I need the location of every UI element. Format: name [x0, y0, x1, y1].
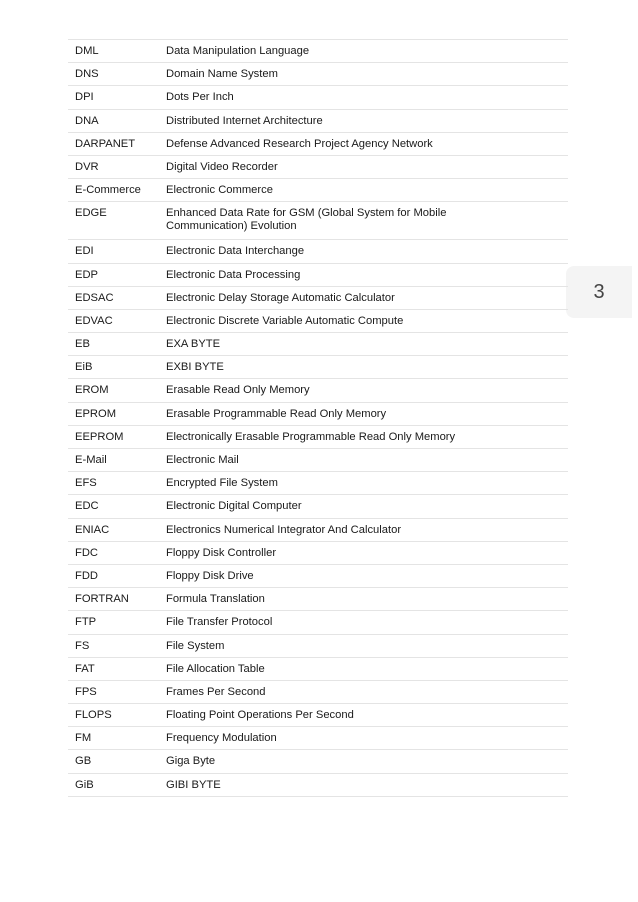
definition-cell: Electronic Digital Computer: [166, 500, 302, 513]
abbreviation-cell: EDP: [75, 268, 99, 281]
abbreviation-cell: EDVAC: [75, 314, 113, 327]
definition-cell: Floppy Disk Controller: [166, 546, 277, 559]
table-row: [68, 727, 568, 750]
definition-cell: Erasable Read Only Memory: [166, 384, 310, 397]
table-row: [68, 565, 568, 588]
abbreviation-cell: EDC: [75, 500, 99, 513]
abbreviation-cell: EROM: [75, 384, 109, 397]
abbreviation-cell: FTP: [75, 616, 97, 629]
table-row: [68, 495, 568, 518]
table-row: [68, 472, 568, 495]
table-row: [68, 63, 568, 86]
abbreviation-cell: EPROM: [75, 407, 117, 420]
page-number-tab: [566, 266, 632, 318]
definition-cell: Frequency Modulation: [166, 732, 277, 745]
abbreviation-cell: ENIAC: [75, 523, 110, 536]
definition-cell: Defense Advanced Research Project Agency Network: [166, 137, 433, 150]
abbreviation-cell: EiB: [75, 361, 93, 374]
table-row: [68, 611, 568, 634]
table-row: [68, 426, 568, 449]
table-row: [68, 681, 568, 704]
definition-cell: File Transfer Protocol: [166, 616, 273, 629]
table-row: [68, 379, 568, 402]
abbreviation-cell: DPI: [75, 91, 94, 104]
definition-cell: Electronics Numerical Integrator And Calculator: [166, 523, 402, 536]
abbreviation-cell: DML: [75, 45, 99, 57]
table-row: [68, 635, 568, 658]
abbreviation-cell: DNA: [75, 114, 99, 127]
table-row: [68, 110, 568, 133]
definition-cell: Erasable Programmable Read Only Memory: [166, 407, 387, 420]
abbreviation-table: [68, 39, 568, 797]
definition-cell: Electronic Data Processing: [166, 268, 301, 281]
table-row: [68, 658, 568, 681]
table-row: [68, 704, 568, 727]
page-number: 3: [593, 280, 605, 303]
table-row: [68, 750, 568, 773]
table-row: [68, 519, 568, 542]
table-row: [68, 40, 568, 63]
table-row: [68, 156, 568, 179]
abbreviation-cell: EDI: [75, 245, 94, 258]
definition-cell: Electronic Data Interchange: [166, 245, 305, 258]
definition-cell: Distributed Internet Architecture: [166, 114, 323, 127]
table-row: [68, 202, 568, 240]
definition-cell: EXBI BYTE: [166, 361, 224, 374]
definition-cell: File Allocation Table: [166, 662, 265, 675]
definition-cell: Electronic Delay Storage Automatic Calculator: [166, 291, 395, 304]
abbreviation-cell: EEPROM: [75, 430, 124, 443]
abbreviation-cell: EFS: [75, 477, 97, 490]
abbreviation-cell: FAT: [75, 662, 95, 675]
definition-cell: Frames Per Second: [166, 685, 266, 698]
definition-cell: Electronic Commerce: [166, 184, 273, 197]
abbreviation-cell: EB: [75, 338, 90, 351]
table-row: [68, 310, 568, 333]
abbreviation-cell: EDSAC: [75, 291, 114, 304]
definition-cell: Dots Per Inch: [166, 91, 234, 104]
definition-cell: Floating Point Operations Per Second: [166, 709, 354, 722]
definition-cell: Encrypted File System: [166, 477, 278, 490]
abbreviation-cell: GB: [75, 755, 92, 768]
table-row: [68, 588, 568, 611]
abbreviation-cell: EDGE: [75, 207, 107, 220]
abbreviation-cell: E-Mail: [75, 454, 107, 466]
definition-cell: File System: [166, 639, 225, 652]
table-row: [68, 179, 568, 202]
definition-cell: GIBI BYTE: [166, 778, 221, 791]
definition-cell: Electronic Discrete Variable Automatic Compute: [166, 314, 404, 327]
abbreviation-cell: FORTRAN: [75, 593, 129, 606]
table-row: [68, 333, 568, 356]
table-row: [68, 774, 568, 797]
definition-cell: Enhanced Data Rate for GSM (Global System for Mobile Communication) Evolution: [166, 207, 447, 232]
table-row: [68, 356, 568, 379]
table-row: [68, 287, 568, 310]
abbreviation-cell: FDD: [75, 569, 98, 582]
table-row: [68, 240, 568, 263]
table-row: [68, 133, 568, 156]
abbreviation-cell: FDC: [75, 546, 98, 559]
abbreviation-cell: DARPANET: [75, 137, 136, 150]
abbreviation-cell: DNS: [75, 68, 99, 81]
table-row: [68, 264, 568, 287]
definition-cell: Giga Byte: [166, 755, 216, 768]
definition-cell: EXA BYTE: [166, 338, 221, 351]
abbreviation-cell: FPS: [75, 685, 97, 698]
definition-cell: Formula Translation: [166, 593, 265, 606]
abbreviation-cell: FS: [75, 639, 90, 652]
table-row: [68, 542, 568, 565]
abbreviation-cell: E-Commerce: [75, 184, 141, 197]
definition-cell: Floppy Disk Drive: [166, 569, 254, 582]
definition-cell: Electronic Mail: [166, 454, 239, 466]
table-row: [68, 86, 568, 109]
abbreviation-cell: GiB: [75, 778, 94, 791]
abbreviation-cell: DVR: [75, 160, 99, 173]
abbreviation-cell: FLOPS: [75, 709, 112, 722]
definition-cell: Data Manipulation Language: [166, 45, 310, 57]
definition-cell: Digital Video Recorder: [166, 160, 278, 173]
definition-cell: Electronically Erasable Programmable Read Only Memory: [166, 430, 456, 443]
definition-cell: Domain Name System: [166, 68, 278, 81]
table-row: [68, 403, 568, 426]
abbreviation-cell: FM: [75, 732, 92, 745]
table-row: [68, 449, 568, 472]
